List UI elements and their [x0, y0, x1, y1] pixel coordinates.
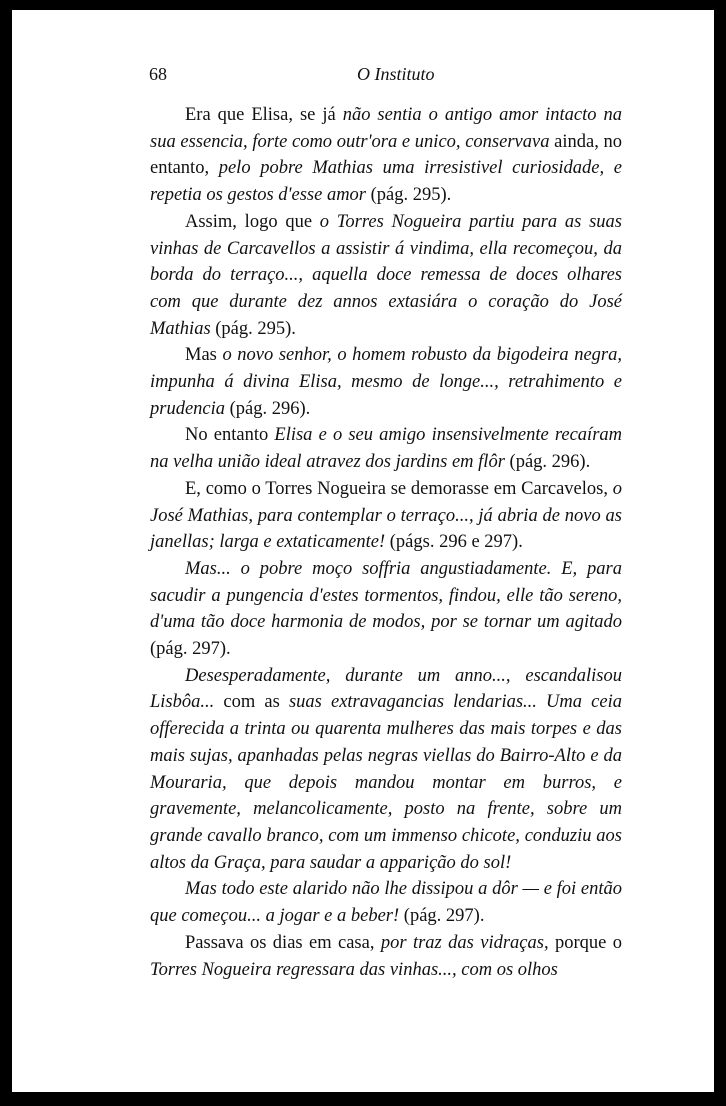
text-span: ainda, no entanto,	[150, 131, 623, 179]
text-span: Mas	[185, 345, 223, 366]
page-reference: (pág. 296).	[225, 398, 311, 419]
text-span: Assim, logo que	[185, 211, 320, 232]
text-span: porque o	[548, 932, 622, 953]
text-span: com as	[214, 692, 289, 713]
italic-span: Mas... o pobre moço soffria angustiadamente. E, para sacudir a pungencia d'estes tormentos, findou, elle tão sereno, d'uma tão doce harmonia de modos, por se tornar um agitado	[150, 558, 622, 633]
page-reference: (pág. 296).	[504, 452, 591, 473]
paragraph	[150, 476, 622, 556]
text-span: No entanto	[185, 425, 275, 446]
italic-span: Elisa e o seu amigo insensivelmente recaíram na velha união ideal atravez dos jardins em flôr	[150, 425, 623, 473]
body-text	[150, 102, 622, 983]
text-span: Passava os dias em casa,	[185, 932, 381, 953]
italic-span: o Torres Nogueira partiu para as suas vinhas de Carcavellos a assistir á vindima, ella recomeçou, da borda do terraço..., aquella doce remessa de doces olhares com que durante dez annos extasiára o coração do José Mathias	[150, 211, 622, 339]
page-reference: (pág. 295).	[366, 185, 452, 206]
paragraph	[150, 876, 622, 929]
text-span: E, como o Torres Nogueira se demorasse em Carcavelos,	[185, 478, 613, 499]
paragraph	[150, 556, 622, 663]
page-header	[12, 64, 714, 94]
running-title: O Instituto	[357, 64, 435, 84]
italic-span: por traz das vidraças,	[380, 932, 549, 953]
italic-span: pelo pobre Mathias uma irresistivel curiosidade, e repetia os gestos d'esse amor	[150, 158, 622, 206]
italic-span: suas extravagancias lendarias... Uma ceia offerecida a trinta ou quarenta mulheres das mais torpes e das mais sujas, apanhadas pelas negras viellas do Bairro-Alto e da Mouraria, que depois mandou montar em burros, e gravemente, melancolicamente, posto na frente, sobre um grande cavallo branco, com um immenso chicote, conduziu aos altos da Graça, para saudar a apparição do sol!	[150, 692, 622, 873]
paragraph	[150, 342, 622, 422]
page-reference: (págs. 296 e 297).	[385, 532, 523, 553]
italic-span: o novo senhor, o homem robusto da bigodeira negra, impunha á divina Elisa, mesmo de longe..., retrahimento e prudencia	[150, 345, 622, 419]
paragraph	[150, 663, 622, 877]
italic-span: Torres Nogueira regressara das vinhas..., com os olhos	[150, 959, 558, 980]
paragraph	[150, 422, 622, 475]
italic-span: não sentia o antigo amor intacto na sua essencia, forte como outr'ora e unico, conservava	[150, 105, 622, 152]
text-span: Era que Elisa, se já	[185, 105, 343, 125]
page-reference: (pág. 297).	[399, 906, 485, 927]
page-reference: (pág. 295).	[210, 318, 296, 339]
italic-span: o José Mathias, para contemplar o terraço..., já abria de novo as janellas; larga e extaticamente!	[150, 478, 622, 553]
book-page	[12, 10, 714, 1092]
page-number: 68	[149, 64, 167, 84]
page-reference: (pág. 297).	[150, 639, 231, 660]
paragraph	[150, 102, 622, 209]
italic-span: Mas todo este alarido não lhe dissipou a dôr — e foi então que começou... a jogar e a beber!	[150, 879, 622, 927]
paragraph	[150, 209, 622, 343]
italic-span: Desesperadamente, durante um anno..., escandalisou Lisbôa...	[150, 665, 622, 713]
paragraph	[150, 930, 622, 983]
